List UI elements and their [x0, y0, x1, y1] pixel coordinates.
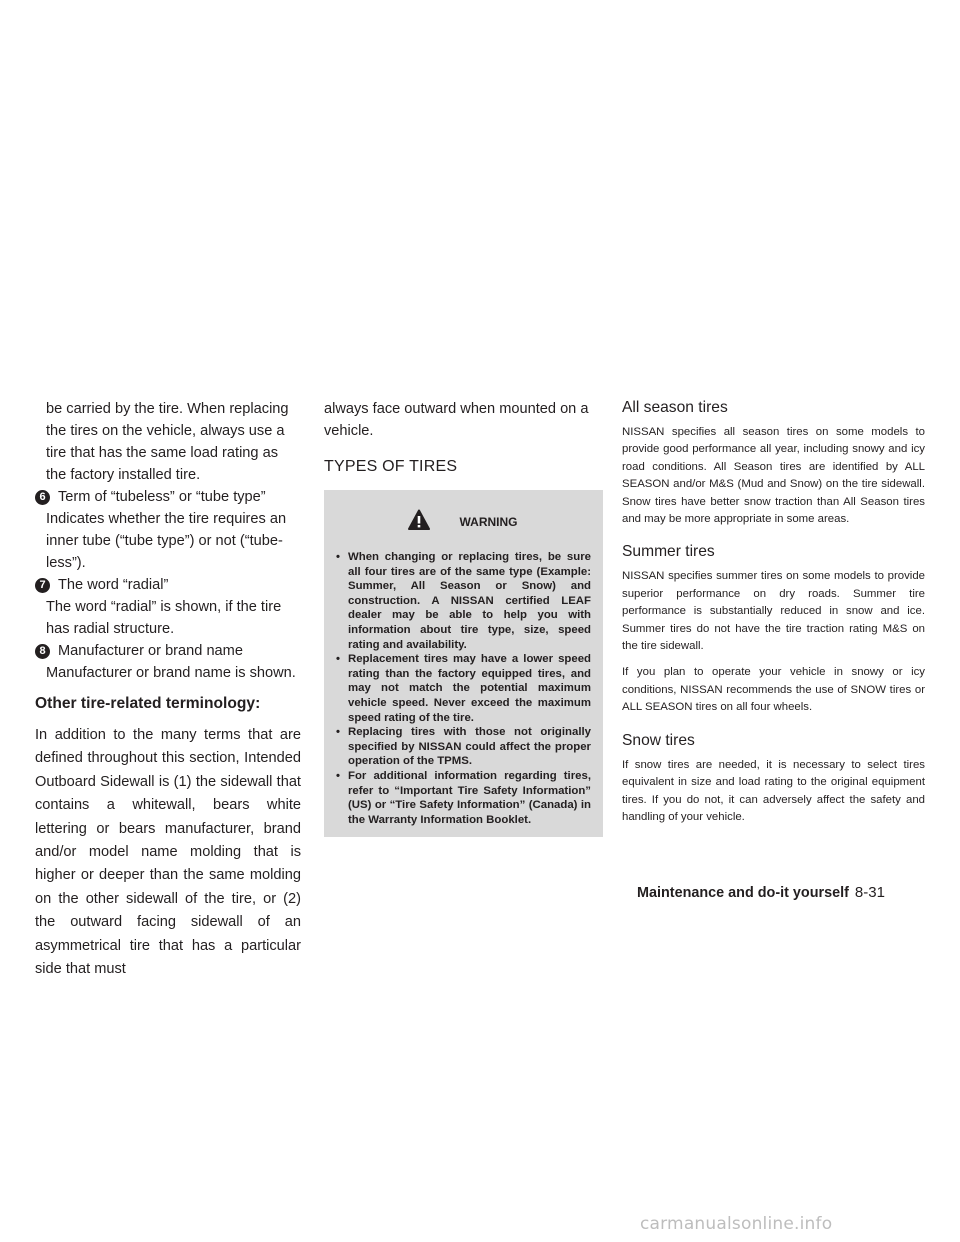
term-description: Manufacturer or brand name is shown.: [46, 665, 296, 681]
warning-triangle-icon: [408, 509, 430, 536]
summer-paragraph: If you plan to operate your vehicle in snowy or icy conditions, NISSAN recommends the use of SNOW tires or ALL SEASON tires on all four wheels.: [622, 666, 925, 714]
footer-section-title: Maintenance and do-it yourself: [637, 885, 849, 901]
terminology-heading: Other tire-related terminology:: [35, 695, 261, 712]
snow-heading: Snow tires: [622, 731, 695, 749]
summer-paragraph: NISSAN specifies summer tires on some models to provide superior performance on dry roads. Summer tire performance is substantially reduced in snow and ice. Summer tires do not have the tire traction rating M&S on the tire sidewall.: [622, 570, 925, 653]
term-item-7: [35, 574, 301, 640]
page-footer: [637, 884, 897, 901]
all-season-paragraph: NISSAN specifies all season tires on some models to provide good performance all year, including snowy and icy road conditions. All Season tires are identified by ALL SEASON and/or M&S (Mud and Snow) on the tire sidewall. Snow tires have better snow traction than All Season tires and may be more appropriate in some areas.: [622, 426, 925, 526]
warning-item: • For additional information regarding tires, refer to “Important Tire Safety Information” (US) or “Tire Safety Information” (Canada) in the Warranty Information Booklet.: [334, 769, 591, 827]
warning-list: [334, 550, 591, 827]
summer-heading: Summer tires: [622, 543, 715, 561]
warning-item: • Replacement tires may have a lower speed rating than the factory equipped tires, and may not match the potential maximum vehicle speed. Never exceed the maximum speed rating of the tire.: [334, 652, 591, 725]
term-label: Term of “tubeless” or “tube type”: [58, 489, 266, 505]
continued-paragraph: always face outward when mounted on a vehicle.: [324, 401, 589, 439]
term-description: Indicates whether the tire requires an inner tube (“tube type”) or not (“tube-less”).: [46, 511, 287, 571]
term-item-8: [35, 640, 301, 684]
all-season-heading: All season tires: [622, 399, 728, 416]
continued-paragraph: be carried by the tire. When replacing the tires on the vehicle, always use a tire that has the same load rating as the factory installed tire.: [46, 401, 289, 483]
terminology-paragraph: In addition to the many terms that are defined throughout this section, Intended Outboard Sidewall is (1) the sidewall that contains a whitewall, bears white lettering or bears manufacturer, brand and/or model name molding that is higher or deeper than the same molding on the other sidewall of the tire, or (2) the outward facing sidewall of an asymmetrical tire that has a particular side that must: [35, 727, 301, 978]
number-7-icon: 7: [35, 578, 50, 593]
warning-item: • Replacing tires with those not originally specified by NISSAN could affect the proper operation of the TPMS.: [334, 725, 591, 769]
right-column: [622, 398, 925, 835]
term-item-6: [35, 486, 301, 574]
term-description: The word “radial” is shown, if the tire has radial structure.: [46, 599, 282, 637]
term-label: Manufacturer or brand name: [58, 643, 243, 659]
number-6-icon: 6: [35, 490, 50, 505]
snow-paragraph: If snow tires are needed, it is necessary to select tires equivalent in size and load rating to the original equipment tires. If you do not, it can adversely affect the safety and handling of your vehicle.: [622, 758, 925, 823]
term-label: The word “radial”: [58, 577, 169, 593]
section-title: TYPES OF TIRES: [324, 458, 458, 475]
left-column: [35, 398, 301, 981]
middle-column: [324, 398, 603, 837]
number-8-icon: 8: [35, 644, 50, 659]
warning-box: [324, 490, 603, 837]
warning-title: WARNING: [459, 515, 518, 529]
warning-item: • When changing or replacing tires, be sure all four tires are of the same type (Example: Summer, All Season or Snow) and construction. A NISSAN certified LEAF dealer may be able to help you with information about tire type, size, speed rating and availability.: [334, 550, 591, 652]
watermark: carmanualsonline.info: [640, 1214, 833, 1234]
page-number: 8-31: [854, 884, 885, 901]
